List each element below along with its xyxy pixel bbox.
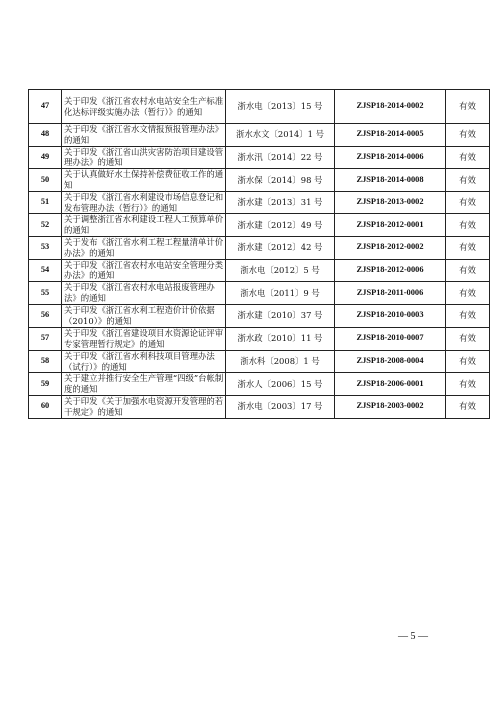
document-number: 浙水保〔2014〕98 号 (226, 169, 335, 192)
document-title: 关于认真做好水土保持补偿费征收工作的通知 (62, 169, 226, 192)
table-row (29, 191, 490, 214)
registration-code: ZJSP18-2003-0002 (335, 395, 446, 418)
registration-code: ZJSP18-2014-0008 (335, 169, 446, 192)
document-title: 关于印发《浙江省水利工程造价计价依据（2010）》的通知 (62, 304, 226, 327)
row-number: 51 (29, 191, 62, 214)
status-cell: 有效 (446, 373, 490, 396)
table-row (29, 90, 490, 124)
document-title: 关于印发《浙江省建设项目水资源论证评审专家管理暂行规定》的通知 (62, 327, 226, 350)
row-number: 49 (29, 146, 62, 169)
registration-code: ZJSP18-2014-0002 (335, 90, 446, 124)
document-number: 浙水人〔2006〕15 号 (226, 373, 335, 396)
status-cell: 有效 (446, 191, 490, 214)
row-number: 50 (29, 169, 62, 192)
registration-code: ZJSP18-2012-0001 (335, 214, 446, 237)
status-cell: 有效 (446, 259, 490, 282)
status-cell: 有效 (446, 304, 490, 327)
document-title: 关于印发《浙江省水利建设市场信息登记和发布管理办法（暂行）》的通知 (62, 191, 226, 214)
registration-code: ZJSP18-2010-0003 (335, 304, 446, 327)
document-number: 浙水建〔2010〕37 号 (226, 304, 335, 327)
registration-code: ZJSP18-2012-0006 (335, 259, 446, 282)
status-cell: 有效 (446, 282, 490, 305)
document-title: 关于建立并推行安全生产管理“四级”台帐制度的通知 (62, 373, 226, 396)
row-number: 52 (29, 214, 62, 237)
row-number: 56 (29, 304, 62, 327)
status-cell: 有效 (446, 236, 490, 259)
table-row (29, 304, 490, 327)
status-cell: 有效 (446, 146, 490, 169)
document-number: 浙水科〔2008〕1 号 (226, 350, 335, 373)
table-row (29, 169, 490, 192)
document-title: 关于印发《浙江省山洪灾害防治项目建设管理办法》的通知 (62, 146, 226, 169)
row-number: 55 (29, 282, 62, 305)
status-cell: 有效 (446, 90, 490, 124)
document-title: 关于印发《关于加强水电资源开发管理的若干规定》的通知 (62, 395, 226, 418)
row-number: 60 (29, 395, 62, 418)
document-number: 浙水建〔2012〕49 号 (226, 214, 335, 237)
registration-code: ZJSP18-2011-0006 (335, 282, 446, 305)
status-cell: 有效 (446, 169, 490, 192)
document-number: 浙水电〔2012〕5 号 (226, 259, 335, 282)
document-title: 关于印发《浙江省农村水电站报废管理办法》的通知 (62, 282, 226, 305)
table-row (29, 282, 490, 305)
status-cell: 有效 (446, 214, 490, 237)
document-number: 浙水水文〔2014〕1 号 (226, 124, 335, 147)
document-number: 浙水电〔2003〕17 号 (226, 395, 335, 418)
registration-code: ZJSP18-2014-0006 (335, 146, 446, 169)
document-number: 浙水建〔2012〕42 号 (226, 236, 335, 259)
document-title: 关于印发《浙江省农村水电站安全管理分类办法》的通知 (62, 259, 226, 282)
registration-code: ZJSP18-2014-0005 (335, 124, 446, 147)
row-number: 47 (29, 90, 62, 124)
table-row (29, 146, 490, 169)
document-number: 浙水政〔2010〕11 号 (226, 327, 335, 350)
table-row (29, 350, 490, 373)
status-cell: 有效 (446, 327, 490, 350)
status-cell: 有效 (446, 395, 490, 418)
table-row (29, 373, 490, 396)
registration-code: ZJSP18-2006-0001 (335, 373, 446, 396)
row-number: 53 (29, 236, 62, 259)
document-title: 关于印发《浙江省农村水电站安全生产标准化达标评级实施办法（暂行）》的通知 (62, 90, 226, 124)
document-number: 浙水电〔2013〕15 号 (226, 90, 335, 124)
row-number: 58 (29, 350, 62, 373)
table-row (29, 327, 490, 350)
table-row (29, 236, 490, 259)
row-number: 57 (29, 327, 62, 350)
table-row (29, 214, 490, 237)
document-number: 浙水建〔2013〕31 号 (226, 191, 335, 214)
table-row (29, 124, 490, 147)
document-title: 关于发布《浙江省水利工程工程量清单计价办法》的通知 (62, 236, 226, 259)
row-number: 54 (29, 259, 62, 282)
regulations-table (28, 89, 490, 419)
table-row (29, 259, 490, 282)
registration-code: ZJSP18-2012-0002 (335, 236, 446, 259)
row-number: 48 (29, 124, 62, 147)
row-number: 59 (29, 373, 62, 396)
registration-code: ZJSP18-2013-0002 (335, 191, 446, 214)
registration-code: ZJSP18-2008-0004 (335, 350, 446, 373)
document-title: 关于印发《浙江省水利科技项目管理办法（试行）》的通知 (62, 350, 226, 373)
registration-code: ZJSP18-2010-0007 (335, 327, 446, 350)
table-body (29, 90, 490, 419)
table-row (29, 395, 490, 418)
status-cell: 有效 (446, 350, 490, 373)
document-title: 关于调整浙江省水利建设工程人工预算单价的通知 (62, 214, 226, 237)
status-cell: 有效 (446, 124, 490, 147)
page-number: — 5 — (398, 631, 428, 642)
document-title: 关于印发《浙江省水文情报预报管理办法》的通知 (62, 124, 226, 147)
document-number: 浙水汛〔2014〕22 号 (226, 146, 335, 169)
document-number: 浙水电〔2011〕9 号 (226, 282, 335, 305)
